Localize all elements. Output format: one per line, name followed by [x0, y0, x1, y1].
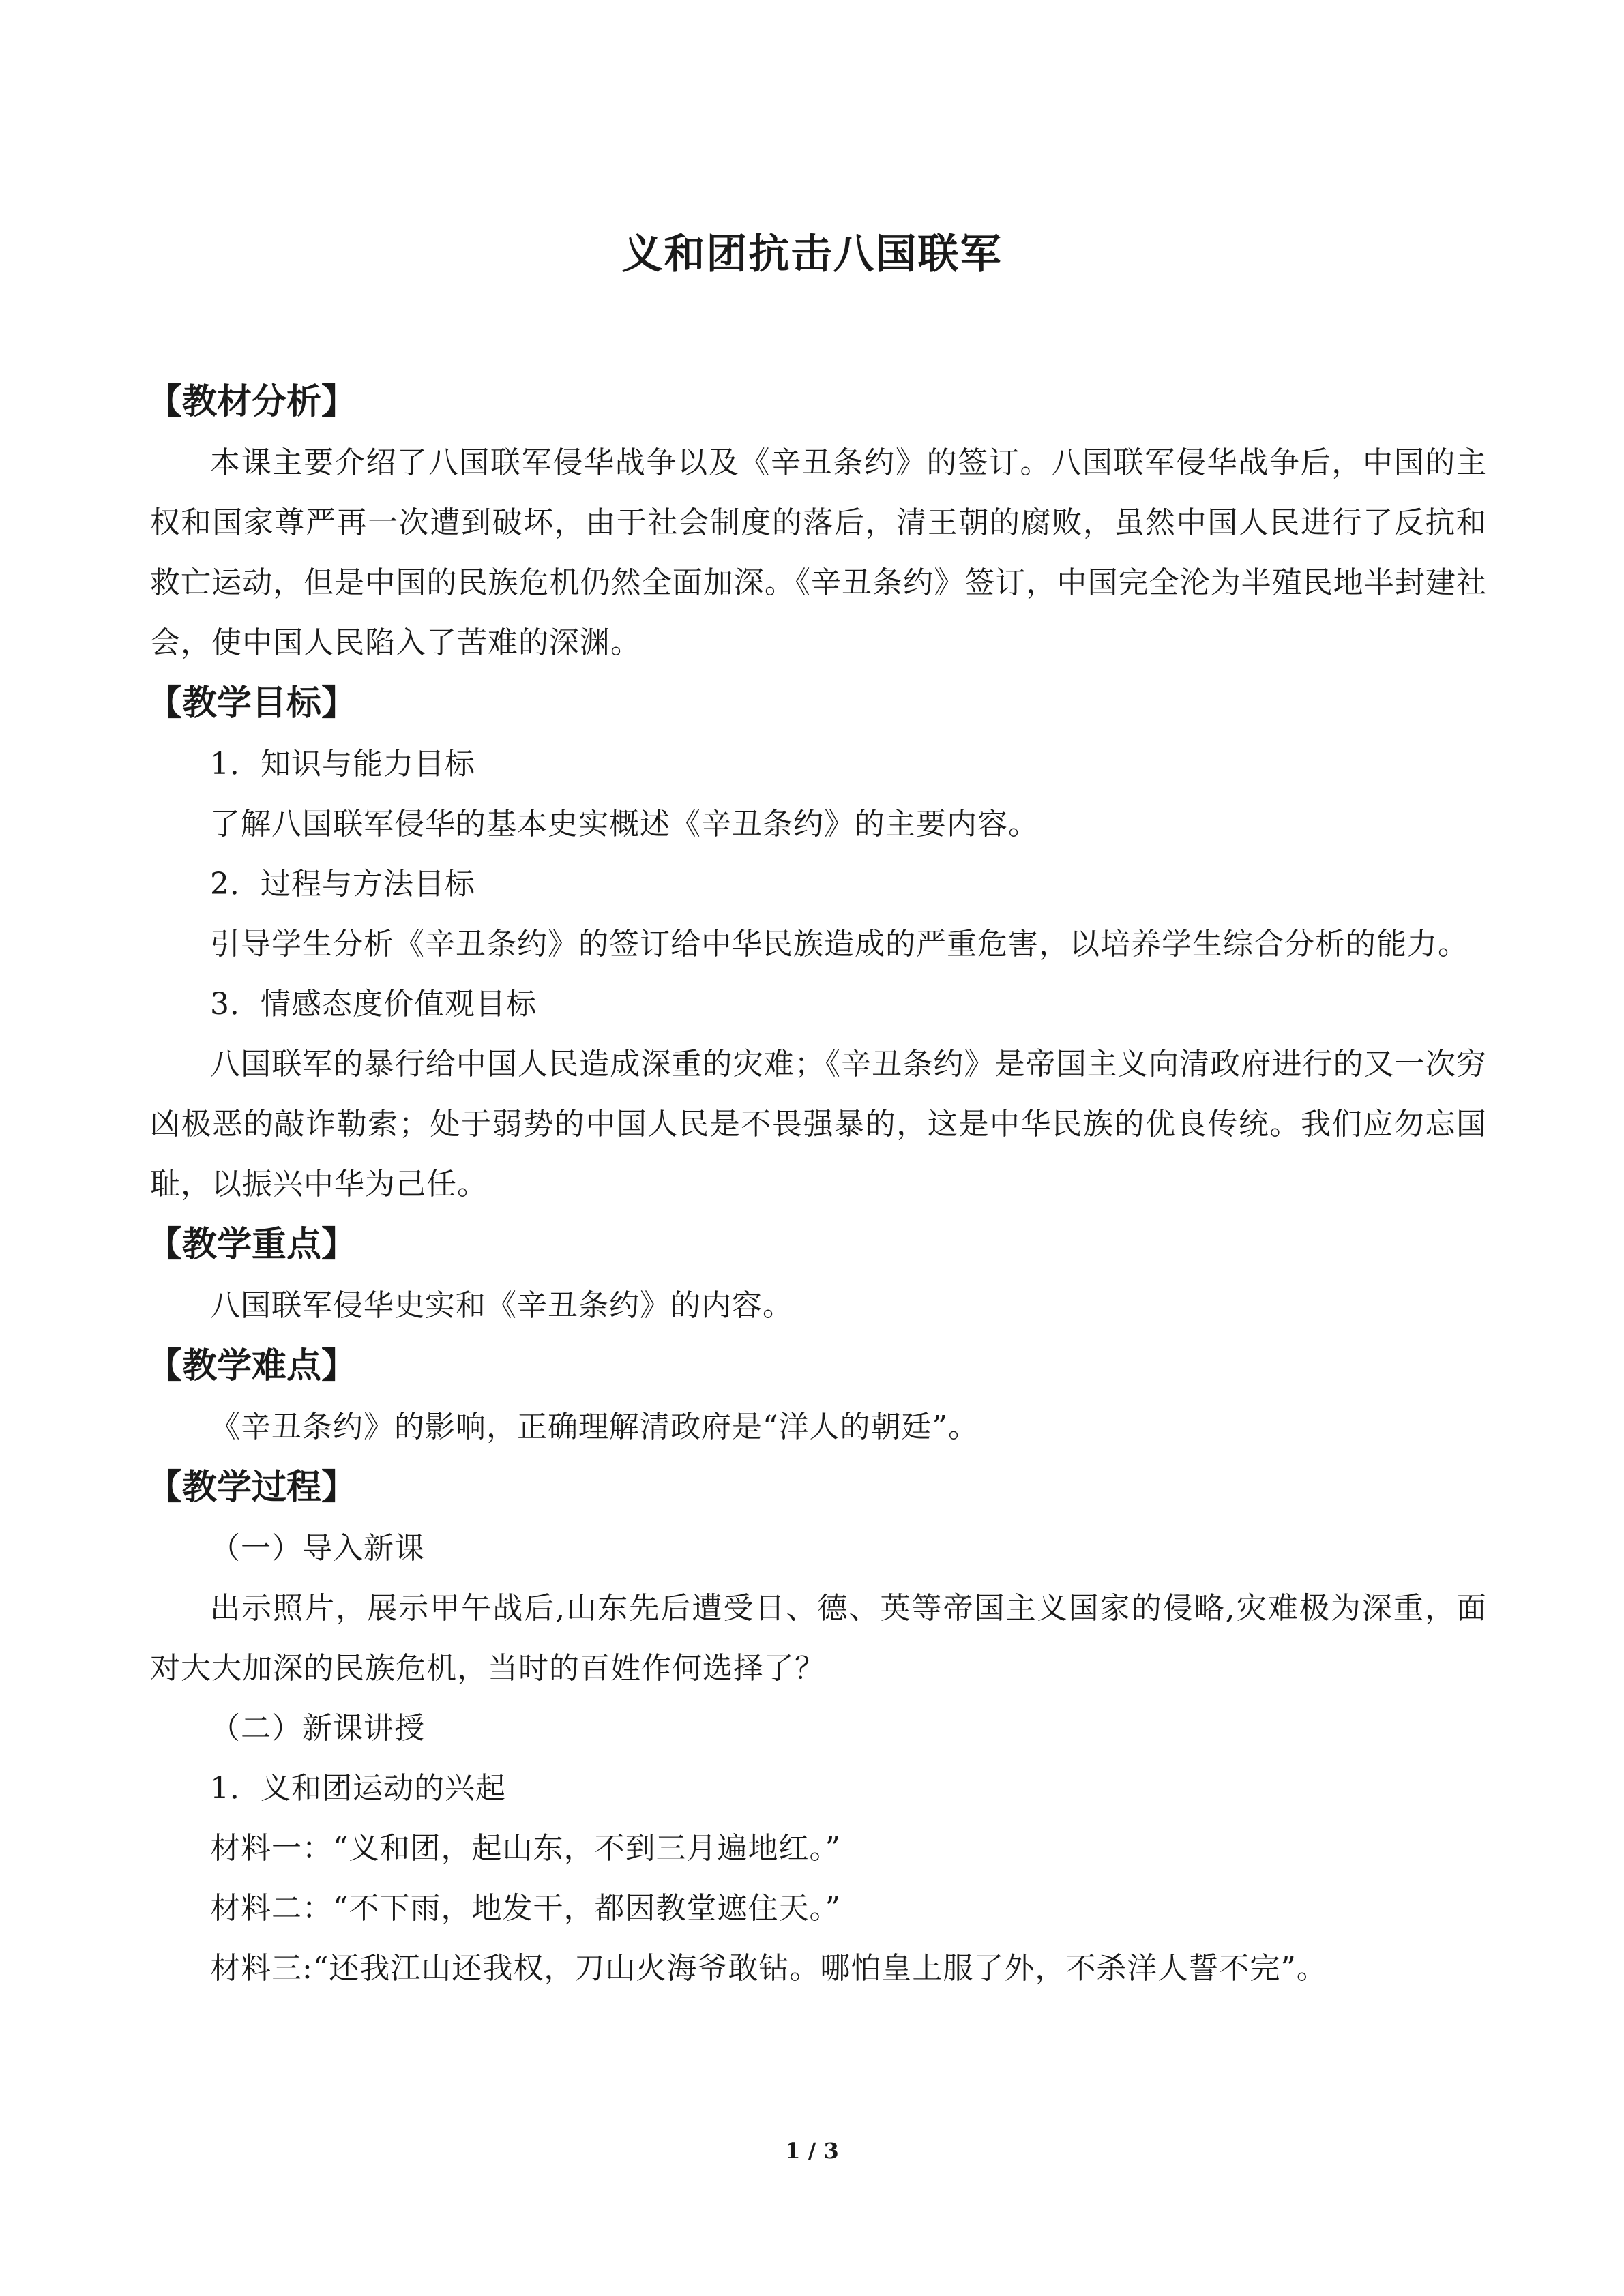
section-key-points	[147, 1214, 1487, 1336]
paragraph: 本课主要介绍了八国联军侵华战争以及《辛丑条约》的签订。八国联军侵华战争后，中国的主权和国家尊严再一次遭到破坏，由于社会制度的落后，清王朝的腐败，虽然中国人民进行了反抗和救亡运动，但是中国的民族危机仍然全面加深。《辛丑条约》签订，中国完全沦为半殖民地半封建社会，使中国人民陷入了苦难的深渊。	[150, 445, 1487, 660]
page-number: 1 / 3	[785, 2138, 839, 2164]
paragraph: 材料三:“还我江山还我权，刀山火海爷敢钻。哪怕皇上服了外，不杀洋人誓不完”。	[210, 1951, 1327, 1986]
paragraph: （一）导入新课	[210, 1531, 425, 1566]
section-heading: 【教材分析】	[147, 382, 357, 422]
document-title: 义和团抗击八国联军	[621, 230, 1003, 278]
paragraph: 1．义和团运动的兴起	[210, 1771, 506, 1806]
paragraph: 八国联军的暴行给中国人民造成深重的灾难；《辛丑条约》是帝国主义向清政府进行的又一次穷 凶极恶的敲诈勒索；处于弱势的中国人民是不畏强暴的，这是中华民族的优良传统。我们应勿忘国耻，以振兴中华为己任。	[150, 1047, 1518, 1202]
paragraph: 八国联军侵华史实和《辛丑条约》的内容。	[210, 1288, 793, 1323]
paragraph: 2．过程与方法目标	[210, 867, 475, 901]
section-teaching-objectives	[147, 673, 1518, 1214]
section-heading: 【教学难点】	[147, 1346, 357, 1386]
section-heading: 【教学重点】	[147, 1225, 357, 1265]
paragraph: 引导学生分析《辛丑条约》的签订给中华民族造成的严重危害，以培养学生综合分析的能力。	[210, 927, 1468, 961]
paragraph: 1．知识与能力目标	[210, 747, 475, 781]
section-heading: 【教学目标】	[147, 683, 357, 724]
paragraph: 材料一：“义和团，起山东，不到三月遍地红。”	[210, 1831, 841, 1866]
section-textbook-analysis	[147, 372, 1487, 673]
section-teaching-process	[147, 1457, 1487, 1999]
paragraph: 材料二：“不下雨，地发干，都因教堂遮住天。”	[210, 1891, 841, 1926]
paragraph: （二）新课讲授	[210, 1711, 425, 1746]
paragraph: 了解八国联军侵华的基本史实概述《辛丑条约》的主要内容。	[210, 807, 1039, 841]
paragraph: 3．情感态度价值观目标	[210, 987, 537, 1022]
paragraph: 《辛丑条约》的影响，正确理解清政府是“洋人的朝廷”。	[210, 1410, 979, 1444]
document-body	[147, 372, 1518, 1999]
section-difficulties	[147, 1336, 1487, 1457]
section-heading: 【教学过程】	[147, 1467, 357, 1508]
paragraph: 出示照片，展示甲午战后,山东先后遭受日、德、英等帝国主义国家的侵略,灾难极为深重，面对大大加深的民族危机，当时的百姓作何选择了？	[150, 1591, 1487, 1686]
